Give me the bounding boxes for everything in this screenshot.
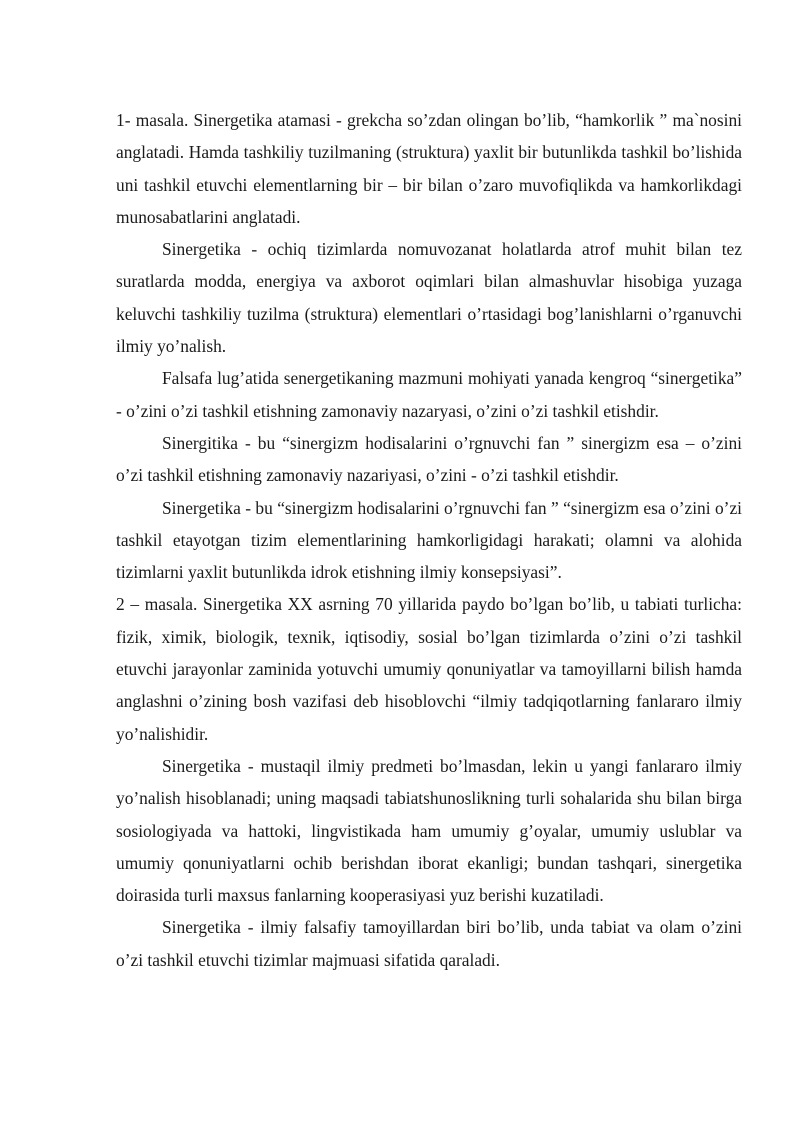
paragraph-masala-1: 1- masala. Sinergetika atamasi - grekcha so’zdan olingan bo’lib, “hamkorlik ” ma`nosini anglatadi. Hamda tashkiliy tuzilmaning (struktura) yaxlit bir butunlikda tashkil bo’lishida uni tashkil etuvchi elementlarning bir – bir bilan o’zaro muvofiqlikda va hamkorlikdagi munosabatlarini anglatadi. <box>116 110 742 227</box>
paragraph-falsafa-lugati: Falsafa lug’atida senergetikaning mazmuni mohiyati yanada kengroq “sinergetika” - o’zini o’zi tashkil etishning zamonaviy nazaryasi, o’zini o’zi tashkil etishdir. <box>116 368 742 421</box>
document-page <box>116 104 742 976</box>
paragraph-sinergetika-konsepsiya: Sinergetika - bu “sinergizm hodisalarini o’rgnuvchi fan ” “sinergizm esa o’zini o’zi tashkil etayotgan tizim elementlarining hamkorligidagi harakati; olamni va alohida tizimlarni yaxlit butunlikda idrok etishning ilmiy konsepsiyasi”. <box>116 497 742 583</box>
paragraph-falsafiy-tamoyil: Sinergetika - ilmiy falsafiy tamoyillardan biri bo’lib, unda tabiat va olam o’zini o’zi tashkil etuvchi tizimlar majmuasi sifatida qaraladi. <box>116 917 742 970</box>
paragraph-masala-2: 2 – masala. Sinergetika XX asrning 70 yillarida paydo bo’lgan bo’lib, u tabiati turlicha: fizik, ximik, biologik, texnik, iqtisodiy, sosial bo’lgan tizimlarda o’zini o’zi tashkil etuvchi jarayonlar zaminida yotuvchi umumiy qonuniyatlar va tamoyillarni bilish hamda anglashni o’zining bosh vazifasi deb hisoblovchi “ilmiy tadqiqotlarning fanlararo ilmiy yo’nalishidir. <box>116 594 742 744</box>
paragraph-fanlararo-yonalish: Sinergetika - mustaqil ilmiy predmeti bo’lmasdan, lekin u yangi fanlararo ilmiy yo’nalish hisoblanadi; uning maqsadi tabiatshunoslikning turli sohalarida shu bilan birga sosiologiyada va hattoki, lingvistikada ham umumiy g’oyalar, umumiy uslublar va umumiy qonuniyatlarni ochib berishdan iborat ekanligi; bundan tashqari, sinergetika doirasida turli maxsus fanlarning kooperasiyasi yuz berishi kuzatiladi. <box>116 755 742 906</box>
paragraph-sinergitika-definition: Sinergitika - bu “sinergizm hodisalarini o’rgnuvchi fan ” sinergizm esa – o’zini o’zi tashkil etishning zamonaviy nazariyasi, o’zini - o’zi tashkil etishdir. <box>116 432 742 486</box>
paragraph-definition-ochiq-tizimlar: Sinergetika - ochiq tizimlarda nomuvozanat holatlarda atrof muhit bilan tez suratlarda modda, energiya va axborot oqimlari bilan almashuvlar hisobiga yuzaga keluvchi tashkiliy tuzilma (struktura) elementlari o’rtasidagi bog’lanishlarni o’rganuvchi ilmiy yo’nalish. <box>116 239 742 357</box>
